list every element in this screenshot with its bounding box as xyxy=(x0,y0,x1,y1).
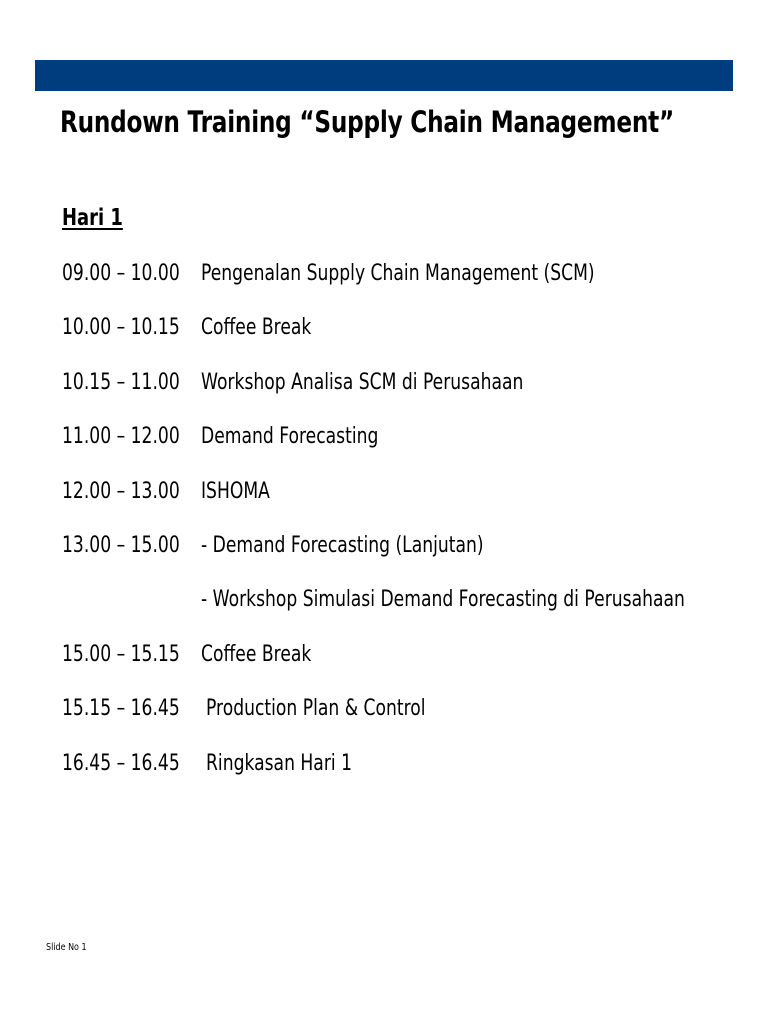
schedule-row xyxy=(62,365,742,419)
schedule-row xyxy=(62,528,742,582)
schedule-activity: - Workshop Simulasi Demand Forecasting di Perusahaan xyxy=(201,587,685,613)
slide-title: Rundown Training “Supply Chain Management” xyxy=(60,105,674,139)
schedule-time: 16.45 – 16.45 xyxy=(62,750,180,776)
schedule-row xyxy=(62,419,742,473)
schedule-time: 15.15 – 16.45 xyxy=(62,696,180,722)
schedule-activity: Production Plan & Control xyxy=(206,696,426,722)
slide-number: Slide No 1 xyxy=(46,942,87,953)
schedule-activity: Ringkasan Hari 1 xyxy=(206,750,353,776)
header-bar xyxy=(35,60,733,91)
schedule-time: 11.00 – 12.00 xyxy=(62,424,180,450)
schedule-row xyxy=(62,746,742,800)
schedule-time: 10.15 – 11.00 xyxy=(62,369,180,395)
schedule-list xyxy=(62,256,742,800)
schedule-activity: ISHOMA xyxy=(201,478,270,504)
day-heading: Hari 1 xyxy=(62,205,123,231)
schedule-activity: Demand Forecasting xyxy=(201,424,379,450)
schedule-row xyxy=(62,474,742,528)
schedule-activity: Coffee Break xyxy=(201,315,312,341)
schedule-activity: Workshop Analisa SCM di Perusahaan xyxy=(201,369,524,395)
schedule-activity: Coffee Break xyxy=(201,641,312,667)
schedule-time: 13.00 – 15.00 xyxy=(62,532,180,558)
schedule-time: 15.00 – 15.15 xyxy=(62,641,180,667)
schedule-row xyxy=(62,310,742,364)
schedule-time: 09.00 – 10.00 xyxy=(62,261,180,286)
schedule-row xyxy=(62,256,742,310)
schedule-time: 10.00 – 10.15 xyxy=(62,315,180,341)
schedule-row xyxy=(62,637,742,691)
schedule-activity: - Demand Forecasting (Lanjutan) xyxy=(201,532,484,558)
schedule-row xyxy=(62,582,742,636)
schedule-row xyxy=(62,691,742,745)
schedule-activity: Pengenalan Supply Chain Management (SCM) xyxy=(201,261,595,286)
schedule-time: 12.00 – 13.00 xyxy=(62,478,180,504)
